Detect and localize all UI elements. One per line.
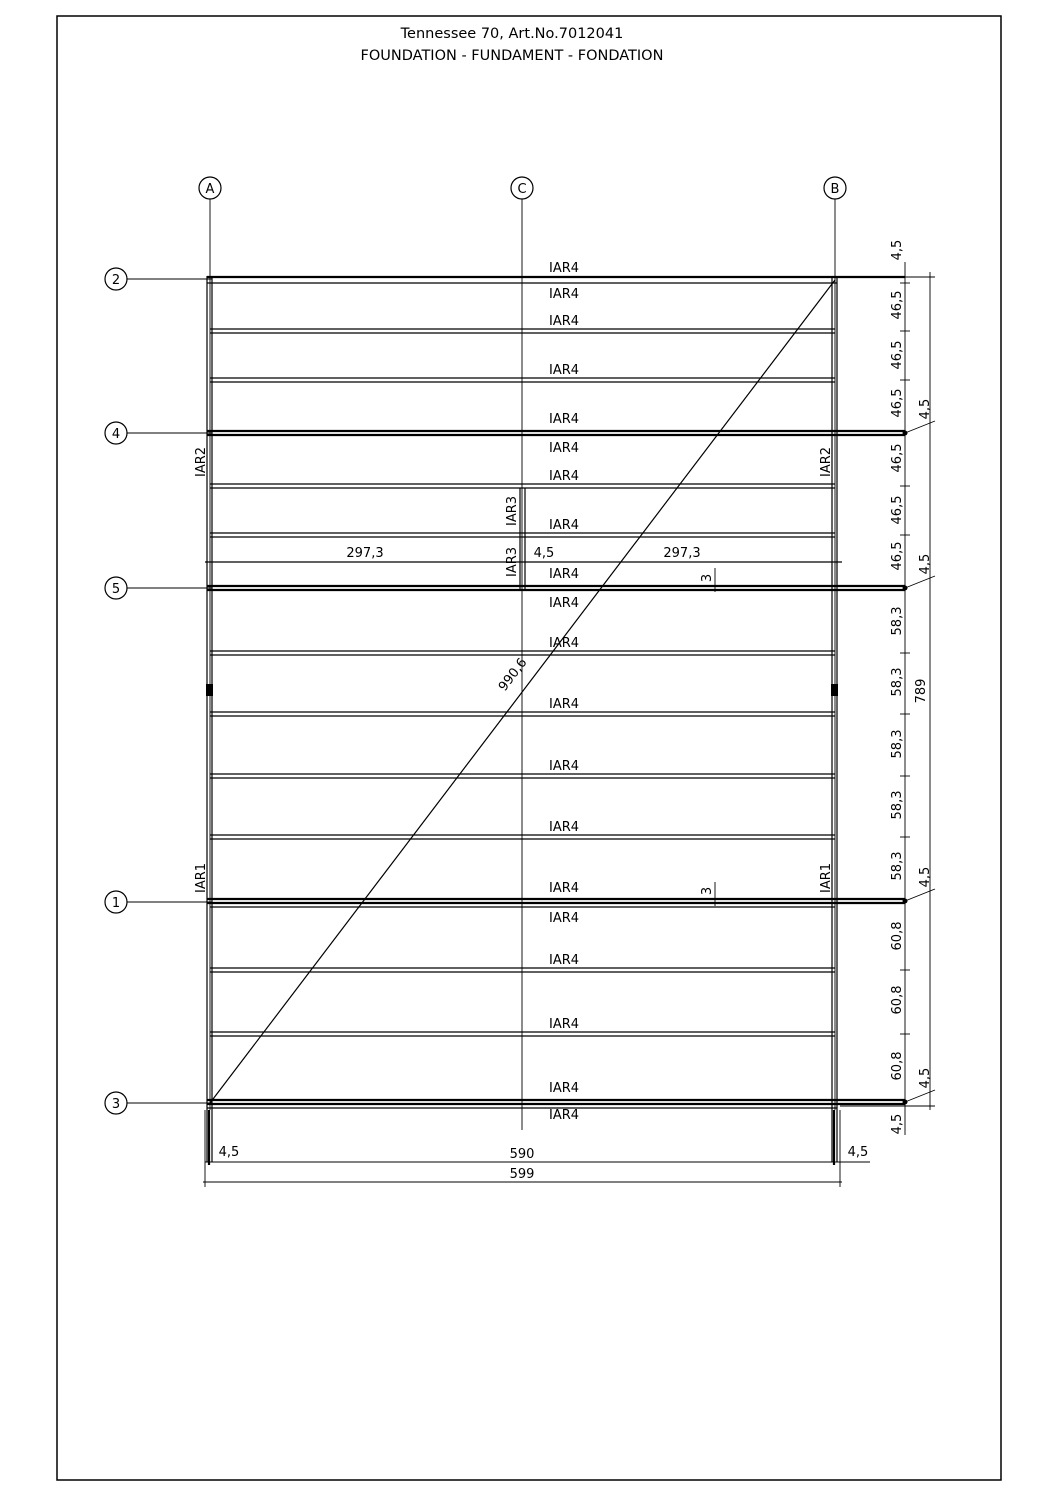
beam-label: IAR4 — [548, 820, 580, 835]
post-label-center-lower: IAR3 — [505, 546, 520, 578]
beam-grid — [205, 277, 905, 1108]
diagonal-line — [210, 280, 835, 1103]
bottom-dim-chain — [203, 1110, 870, 1187]
dim-seg: 60,8 — [890, 985, 905, 1015]
dim-small: 4,5 — [918, 1067, 933, 1089]
beam-label: IAR4 — [548, 287, 580, 302]
beam-label: IAR4 — [548, 697, 580, 712]
dim-mid-left: 297,3 — [346, 546, 384, 561]
axis-label-c: C — [517, 182, 527, 197]
offset-dim-upper: 3 — [700, 573, 715, 583]
axis-label-3: 3 — [111, 1097, 121, 1112]
axis-bubble-c — [511, 177, 533, 199]
beam-label: IAR4 — [548, 567, 580, 582]
dim-seg: 46,5 — [890, 388, 905, 418]
axis-label-b: B — [830, 182, 840, 197]
dim-right-total: 789 — [914, 678, 929, 704]
title-line-2: FOUNDATION - FUNDAMENT - FONDATION — [360, 48, 664, 64]
offset-marker-upper — [700, 568, 715, 592]
post-label-right-top: IAR2 — [819, 446, 834, 478]
beam-label: IAR4 — [548, 596, 580, 611]
beam-label: IAR4 — [548, 911, 580, 926]
axis-bubble-a — [199, 177, 221, 199]
beam-label: IAR4 — [548, 636, 580, 651]
axis-bubble-4 — [105, 422, 212, 444]
axis-label-2: 2 — [111, 273, 121, 288]
beam-label: IAR4 — [548, 881, 580, 896]
dim-seg: 58,3 — [890, 729, 905, 759]
right-post — [831, 276, 838, 1162]
dim-seg: 58,3 — [890, 667, 905, 697]
dim-seg: 4,5 — [890, 239, 905, 261]
dim-bottom-left: 4,5 — [218, 1145, 240, 1160]
axis-bubble-5 — [105, 577, 212, 599]
beam-label: IAR4 — [548, 363, 580, 378]
beam-label: IAR4 — [548, 1081, 580, 1096]
dim-seg: 60,8 — [890, 1051, 905, 1081]
post-label-left-top: IAR2 — [194, 446, 209, 478]
dim-seg: 46,5 — [890, 290, 905, 320]
beam-label: IAR4 — [548, 518, 580, 533]
dim-seg: 46,5 — [890, 443, 905, 473]
dim-small: 4,5 — [918, 398, 933, 420]
dim-mid-center: 4,5 — [533, 546, 555, 561]
beam-label: IAR4 — [548, 759, 580, 774]
center-post — [520, 488, 525, 590]
axis-label-1: 1 — [111, 896, 121, 911]
dim-seg: 46,5 — [890, 340, 905, 370]
dim-seg: 60,8 — [890, 921, 905, 951]
axis-label-5: 5 — [111, 582, 121, 597]
axis-bubble-2 — [105, 268, 212, 290]
dim-bottom-total: 599 — [509, 1167, 535, 1182]
beam-label: IAR4 — [548, 1017, 580, 1032]
title-line-1: Tennessee 70, Art.No.7012041 — [400, 26, 624, 42]
dim-seg: 4,5 — [890, 1113, 905, 1135]
dim-bottom-right: 4,5 — [847, 1145, 869, 1160]
diagonal-dim: 990,6 — [496, 655, 531, 695]
beam-label: IAR4 — [548, 953, 580, 968]
dim-seg: 58,3 — [890, 606, 905, 636]
drawing-frame — [57, 16, 1001, 1480]
axis-label-a: A — [205, 182, 215, 197]
offset-dim-lower: 3 — [700, 886, 715, 896]
dim-small: 4,5 — [918, 553, 933, 575]
axis-bubble-b — [824, 177, 846, 199]
beam-label: IAR4 — [548, 261, 580, 276]
dim-small: 4,5 — [918, 866, 933, 888]
dim-seg: 58,3 — [890, 851, 905, 881]
dim-seg: 46,5 — [890, 541, 905, 571]
post-label-center-upper: IAR3 — [505, 495, 520, 527]
beam-label: IAR4 — [548, 441, 580, 456]
left-post — [206, 276, 213, 1162]
post-label-right-bottom: IAR1 — [819, 862, 834, 894]
dim-seg: 58,3 — [890, 790, 905, 820]
axis-bubble-3 — [105, 1092, 212, 1114]
beam-label: IAR4 — [548, 412, 580, 427]
axis-bubble-1 — [105, 891, 212, 913]
dim-bottom-center: 590 — [509, 1147, 535, 1162]
beam-label: IAR4 — [548, 1108, 580, 1123]
beam-label: IAR4 — [548, 314, 580, 329]
dim-seg: 46,5 — [890, 495, 905, 525]
dim-mid-right: 297,3 — [663, 546, 701, 561]
axis-label-4: 4 — [111, 427, 121, 442]
beam-label: IAR4 — [548, 469, 580, 484]
post-label-left-bottom: IAR1 — [194, 862, 209, 894]
